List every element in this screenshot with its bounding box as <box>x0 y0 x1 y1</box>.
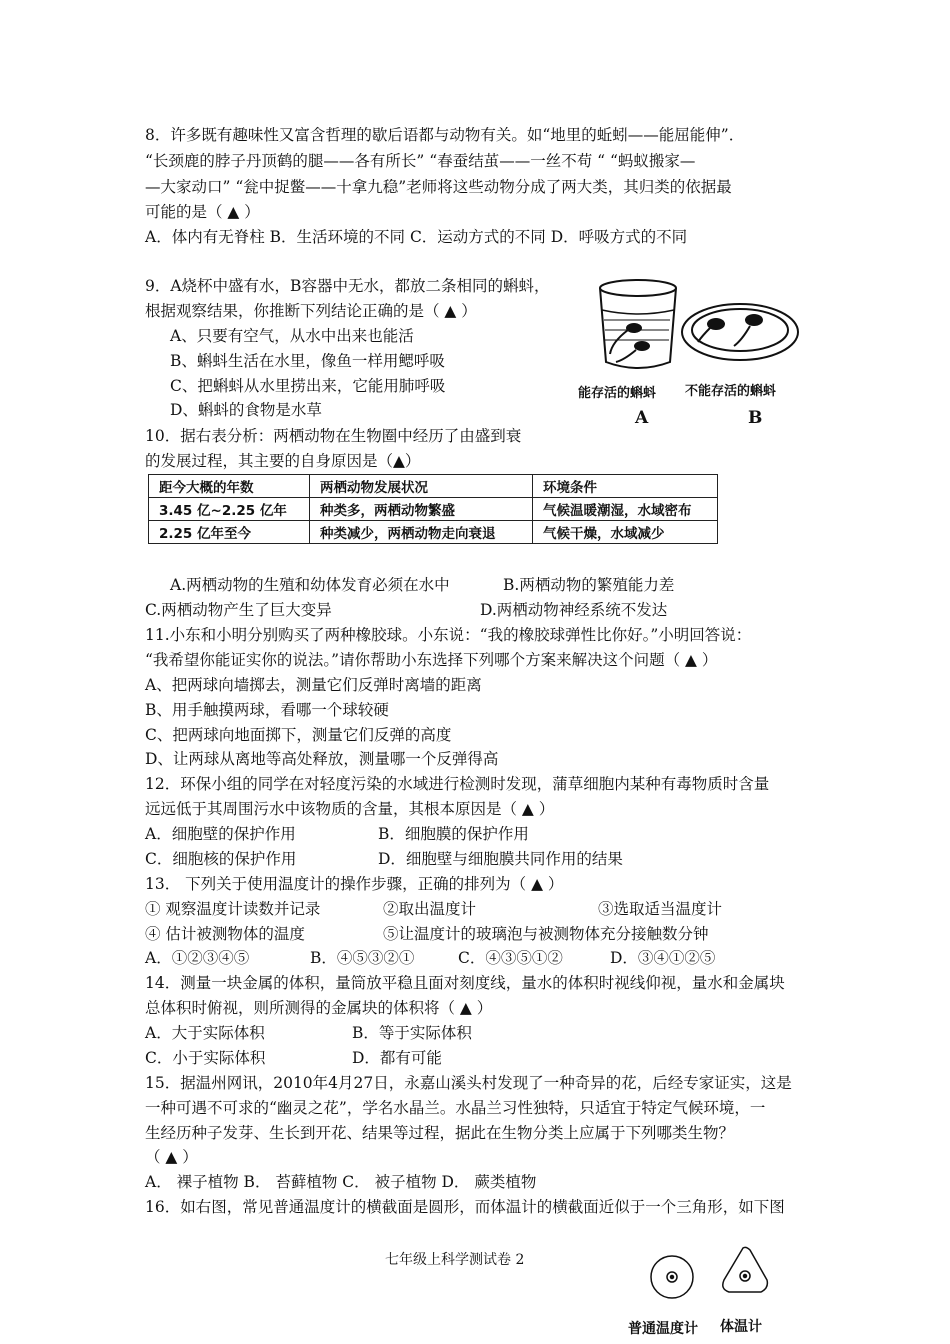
q15-options: A． 裸子植物 B． 苔藓植物 C． 被子植物 D． 蕨类植物 <box>145 1173 537 1191</box>
q9-option-c: C、把蝌蚪从水里捞出来，它能用肺呼吸 <box>170 377 446 395</box>
q12-line-1: 12．环保小组的同学在对轻度污染的水域进行检测时发现，蒲草细胞内某种有毒物质时含量 <box>145 775 770 793</box>
q14-option-a: A．大于实际体积 <box>145 1024 265 1042</box>
table-cell: 种类减少，两栖动物走向衰退 <box>310 521 533 544</box>
q11-option-d: D、让两球从离地等高处释放，测量哪一个反弹得高 <box>145 750 499 768</box>
table-cell: 气候干燥，水域减少 <box>533 521 718 544</box>
dish-b <box>682 304 798 360</box>
q8-line-3: —大家动口” “瓮中捉鳖——十拿九稳”老师将这些动物分成了两大类，其归类的依据最 <box>145 178 732 196</box>
q8-options: A．体内有无脊柱 B．生活环境的不同 C．运动方式的不同 D．呼吸方式的不同 <box>145 228 688 246</box>
q9-option-a: A、只要有空气，从水中出来也能活 <box>170 327 414 345</box>
q12-option-c: C．细胞核的保护作用 <box>145 850 297 868</box>
page-footer: 七年级上科学测试卷 2 <box>385 1252 525 1268</box>
q15-line-3: 生经历种子发芽、生长到开花、结果等过程，据此在生物分类上应属于下列哪类生物？ <box>145 1124 735 1142</box>
table-header-cell: 环境条件 <box>533 475 718 498</box>
q13-step-4: ④ 估计被测物体的温度 <box>145 925 305 943</box>
q12-line-2: 远远低于其周围污水中该物质的含量，其根本原因是（ ▲ ） <box>145 800 555 818</box>
q11-option-a: A、把两球向墙掷去，测量它们反弹时离墙的距离 <box>145 676 482 694</box>
q15-line-4: （ ▲ ） <box>145 1148 198 1166</box>
q8-line-1: 8．许多既有趣味性又富含哲理的歇后语都与动物有关。如“地里的蚯蚓——能屈能伸”． <box>145 126 745 144</box>
amphibian-table <box>148 474 718 544</box>
q10-option-d: D.两栖动物神经系统不发达 <box>480 601 668 619</box>
table-header-cell: 两栖动物发展状况 <box>310 475 533 498</box>
body-thermometer-label: 体温计 <box>720 1319 762 1335</box>
q12-option-b: B．细胞膜的保护作用 <box>378 825 529 843</box>
q13-option-b: B．④⑤③②① <box>310 949 415 967</box>
tadpoles-a <box>610 323 650 362</box>
q9-line-1: 9．A烧杯中盛有水，B容器中无水，都放二条相同的蝌蚪， <box>145 277 550 295</box>
table-cell: 气候温暖潮湿，水域密布 <box>533 498 718 521</box>
q13-step-3: ③选取适当温度计 <box>598 900 723 918</box>
q15-line-2: 一种可遇不可求的“幽灵之花”，学名水晶兰。水晶兰习性独特，只适宜于特定气候环境，一 <box>145 1099 766 1117</box>
q9-option-b: B、蝌蚪生活在水里，像鱼一样用鳃呼吸 <box>170 352 445 370</box>
figure-label-b: 不能存活的蝌蚪 <box>685 384 777 399</box>
q11-line-1: 11.小东和小明分别购买了两种橡胶球。小东说：“我的橡胶球弹性比你好。”小明回答说： <box>145 626 752 644</box>
figure-letter-b: B <box>748 408 763 428</box>
q10-option-a: A.两栖动物的生殖和幼体发育必须在水中 <box>170 576 450 594</box>
q13-line: 13． 下列关于使用温度计的操作步骤，正确的排列为（ ▲ ） <box>145 875 564 893</box>
q14-line-1: 14．测量一块金属的体积，量筒放平稳且面对刻度线，量水的体积时视线仰视，量水和金属块 <box>145 974 785 992</box>
q10-line-2: 的发展过程，其主要的自身原因是（▲） <box>145 452 421 470</box>
tadpoles-b <box>698 314 763 346</box>
q11-option-c: C、把两球向地面掷下，测量它们反弹的高度 <box>145 726 452 744</box>
q13-option-a: A．①②③④⑤ <box>145 949 250 967</box>
table-row <box>149 521 718 544</box>
q12-option-a: A．细胞壁的保护作用 <box>145 825 296 843</box>
q10-option-c: C.两栖动物产生了巨大变异 <box>145 601 332 619</box>
q9-line-2: 根据观察结果，你推断下列结论正确的是（ ▲ ） <box>145 302 477 320</box>
figure-label-a: 能存活的蝌蚪 <box>578 386 657 401</box>
q12-option-d: D．细胞壁与细胞膜共同作用的结果 <box>378 850 623 868</box>
normal-thermometer-section <box>651 1256 693 1298</box>
q10-option-b: B.两栖动物的繁殖能力差 <box>503 576 675 594</box>
q16-line: 16．如右图，常见普通温度计的横截面是圆形，而体温计的横截面近似于一个三角形，如下图 <box>145 1198 785 1216</box>
normal-thermometer-label: 普通温度计 <box>628 1321 698 1337</box>
thermometer-figure <box>640 1240 780 1310</box>
q14-option-c: C．小于实际体积 <box>145 1049 266 1067</box>
q13-step-2: ②取出温度计 <box>383 900 477 918</box>
body-thermometer-section <box>723 1247 768 1292</box>
q15-line-1: 15．据温州网讯，2010年4月27日，永嘉山溪头村发现了一种奇异的花，后经专家证实，这是 <box>145 1074 792 1092</box>
q9-option-d: D、蝌蚪的食物是水草 <box>170 401 322 419</box>
q10-line-1: 10．据右表分析：两栖动物在生物圈中经历了由盛到衰 <box>145 427 522 445</box>
table-header-cell: 距今大概的年数 <box>149 475 310 498</box>
q9-figure <box>590 270 800 380</box>
q11-option-b: B、用手触摸两球，看哪一个球较硬 <box>145 701 389 719</box>
q11-line-2: “我希望你能证实你的说法。”请你帮助小东选择下列哪个方案来解决这个问题（ ▲ ） <box>145 651 718 669</box>
q13-step-5: ⑤让温度计的玻璃泡与被测物体充分接触数分钟 <box>383 925 709 943</box>
q13-step-1: ① 观察温度计读数并记录 <box>145 900 321 918</box>
q13-option-d: D．③④①②⑤ <box>610 949 716 967</box>
q8-line-2: “长颈鹿的脖子丹顶鹤的腿——各有所长” “春蚕结茧——一丝不苟 “ “蚂蚁搬家— <box>145 152 696 170</box>
table-cell: 种类多，两栖动物繁盛 <box>310 498 533 521</box>
q8-line-4: 可能的是（ ▲ ） <box>145 203 260 221</box>
table-row <box>149 498 718 521</box>
table-header-row <box>149 475 718 498</box>
q14-line-2: 总体积时俯视，则所测得的金属块的体积将（ ▲ ） <box>145 999 493 1017</box>
table-cell: 2.25 亿年至今 <box>149 521 310 544</box>
q14-option-b: B．等于实际体积 <box>352 1024 472 1042</box>
q13-option-c: C．④③⑤①② <box>458 949 563 967</box>
table-cell: 3.45 亿~2.25 亿年 <box>149 498 310 521</box>
figure-letter-a: A <box>635 408 649 428</box>
q14-option-d: D．都有可能 <box>352 1049 442 1067</box>
